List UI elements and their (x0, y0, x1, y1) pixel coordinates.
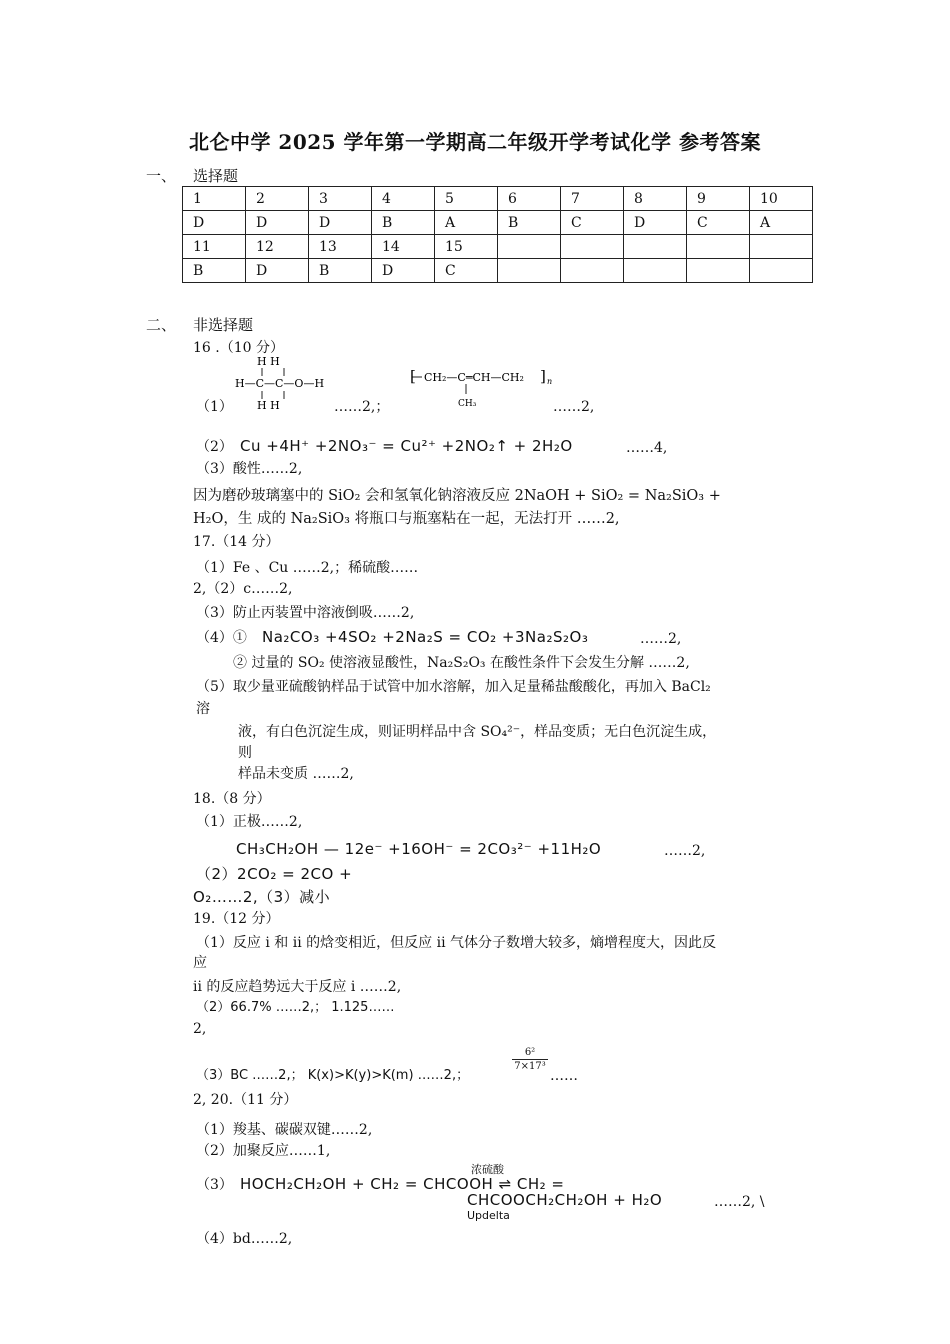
q17-line6: （5）取少量亚硫酸钠样品于试管中加水溶解，加入足量稀盐酸酸化，再加入 BaCl₂ (196, 679, 711, 695)
answer-cell: 15 (435, 235, 498, 259)
answer-cell: B (498, 211, 561, 235)
answer-cell: C (561, 211, 624, 235)
answer-cell: B (183, 259, 246, 283)
struct2-branch: CH₃ (458, 399, 477, 409)
q19-fraction (512, 1046, 548, 1073)
answer-cell (750, 259, 813, 283)
answer-cell: 13 (309, 235, 372, 259)
answer-cell (624, 259, 687, 283)
q17-line4-score: ……2, (640, 631, 682, 647)
section2-number: 二、 (146, 316, 177, 334)
answer-cell (750, 235, 813, 259)
q17-line5: ② 过量的 SO₂ 使溶液显酸性，Na₂S₂O₃ 在酸性条件下会发生分解 ……2, (233, 655, 690, 671)
struct1-top-h: H H (257, 355, 280, 368)
page-title: 北仑中学 2025 学年第一学期高二年级开学考试化学 参考答案 (188, 130, 762, 154)
answer-cell: 5 (435, 187, 498, 211)
answer-cell: 8 (624, 187, 687, 211)
q19-frac-den: 7×17³ (512, 1059, 548, 1073)
struct2-chain: CH₂—C═CH—CH₂ (424, 371, 524, 384)
ethanol-structure (235, 354, 345, 412)
q20-line2: （2）加聚反应……1, (196, 1143, 331, 1159)
q16-p3-explain-1: 因为磨砂玻璃塞中的 SiO₂ 会和氢氧化钠溶液反应 2NaOH + SiO₂ = Na₂SiO₃ + (193, 488, 721, 504)
answer-row (183, 187, 813, 211)
q18-equation: CH₃CH₂OH — 12e⁻ +16OH⁻ = 2CO₃²⁻ +11H₂O (236, 840, 602, 858)
svg-text:]: ] (540, 367, 546, 385)
q19-line1: （1）反应 i 和 ii 的焓变相近，但反应 ii 气体分子数增大较多，熵增程度大，因此反 (196, 935, 716, 951)
q16-p2-score: ……4, (626, 440, 668, 456)
answer-cell: 11 (183, 235, 246, 259)
q16-p3-explain-2: H₂O，生 成的 Na₂SiO₃ 将瓶口与瓶塞粘在一起，无法打开 ……2, (193, 511, 620, 527)
answer-cell (624, 235, 687, 259)
q20-line3-score: ……2, \ (714, 1194, 765, 1210)
q17-line10: 样品未变质 ……2, (238, 766, 354, 782)
answer-cell: 10 (750, 187, 813, 211)
struct1-mid: H—C—C—O—H (235, 377, 325, 390)
q17-line9: 则 (238, 745, 252, 761)
q17-line8: 液，有白色沉淀生成，则证明样品中含 SO₄²⁻，样品变质；无白色沉淀生成， (238, 724, 717, 740)
answer-cell: B (372, 211, 435, 235)
answer-cell: 9 (687, 187, 750, 211)
q19-line7: 2, 20.（11 分） (193, 1092, 298, 1108)
q20-condition-top: 浓硫酸 (471, 1163, 504, 1176)
section1-number: 一、 (146, 167, 177, 185)
answer-cell: 14 (372, 235, 435, 259)
q17-heading: 17.（14 分） (193, 534, 280, 550)
q20-line3-label: （3） (196, 1177, 233, 1193)
answer-cell (561, 235, 624, 259)
answer-cell: 3 (309, 187, 372, 211)
answer-cell: A (750, 211, 813, 235)
answer-cell: 2 (246, 187, 309, 211)
q19-line6: （3）BC ……2,； K(x)>K(y)>K(m) ……2,； (196, 1068, 470, 1083)
answer-cell (687, 235, 750, 259)
q19-line3: ii 的反应趋势远大于反应 i ……2, (193, 979, 402, 995)
q18-line3: （2）2CO₂ = 2CO + (196, 865, 353, 883)
answer-cell: D (246, 211, 309, 235)
q19-frac-num: 6² (524, 1047, 536, 1058)
q16-p1-label: （1） (196, 399, 233, 415)
q16-p3: （3）酸性……2, (196, 461, 303, 477)
q19-line6-tail: …… (550, 1068, 578, 1084)
answer-cell: D (624, 211, 687, 235)
struct1-bottom-h: H H (257, 399, 280, 412)
q20-condition-bottom: Updelta (467, 1209, 510, 1222)
struct2-n: n (547, 377, 553, 386)
answer-row (183, 211, 813, 235)
answer-cell: D (246, 259, 309, 283)
q17-line4-label: （4）① (196, 630, 247, 646)
q19-line4: （2）66.7% ……2,； 1.125…… (196, 1000, 395, 1015)
q16-p1-score-b: ……2, (553, 399, 595, 415)
answer-cell: D (309, 211, 372, 235)
answer-cell: D (183, 211, 246, 235)
answer-row (183, 235, 813, 259)
q16-p2-equation: Cu +4H⁺ +2NO₃⁻ = Cu²⁺ +2NO₂↑ + 2H₂O (240, 437, 573, 455)
q16-p1-score-a: ……2,； (334, 399, 390, 415)
answer-cell: D (372, 259, 435, 283)
q20-line3-equation-2: CHCOOCH₂CH₂OH + H₂O (467, 1191, 663, 1209)
q18-line4: O₂……2,（3）减小 (193, 888, 331, 906)
answer-row (183, 259, 813, 283)
answer-cell (687, 259, 750, 283)
answer-cell: 12 (246, 235, 309, 259)
q17-line3: （3）防止丙装置中溶液倒吸……2, (196, 605, 415, 621)
q20-line3-equation: HOCH₂CH₂OH + CH₂ = CHCOOH ⇌ CH₂ = (240, 1175, 565, 1193)
q17-line2: 2,（2）c……2, (193, 581, 293, 597)
section1-label: 选择题 (193, 167, 239, 185)
q20-line4: （4）bd……2, (196, 1231, 293, 1247)
q17-line7: 溶 (196, 701, 210, 717)
answer-cell: 6 (498, 187, 561, 211)
answer-cell (498, 235, 561, 259)
q18-heading: 18.（8 分） (193, 791, 271, 807)
q16-heading: 16 .（10 分） (193, 340, 284, 356)
q19-line2: 应 (193, 955, 207, 971)
svg-text:[: [ (410, 367, 416, 385)
q17-line1: （1）Fe 、Cu ……2,；稀硫酸…… (196, 560, 419, 576)
answer-cell: 7 (561, 187, 624, 211)
answer-table (182, 186, 813, 283)
q18-equation-score: ……2, (664, 843, 706, 859)
q19-heading: 19.（12 分） (193, 911, 280, 927)
answer-cell (498, 259, 561, 283)
section2-label: 非选择题 (193, 316, 254, 334)
answer-cell (561, 259, 624, 283)
q19-line5: 2, (193, 1021, 207, 1037)
polymer-structure (410, 364, 560, 410)
answer-cell: C (687, 211, 750, 235)
q16-p2-label: （2） (196, 439, 233, 455)
answer-cell: 1 (183, 187, 246, 211)
answer-cell: A (435, 211, 498, 235)
answer-cell: B (309, 259, 372, 283)
answer-cell: C (435, 259, 498, 283)
answer-cell: 4 (372, 187, 435, 211)
q17-line4-equation: Na₂CO₃ +4SO₂ +2Na₂S = CO₂ +3Na₂S₂O₃ (262, 628, 589, 646)
q20-line1: （1）羧基、碳碳双键……2, (196, 1122, 373, 1138)
q18-line1: （1）正极……2, (196, 814, 303, 830)
